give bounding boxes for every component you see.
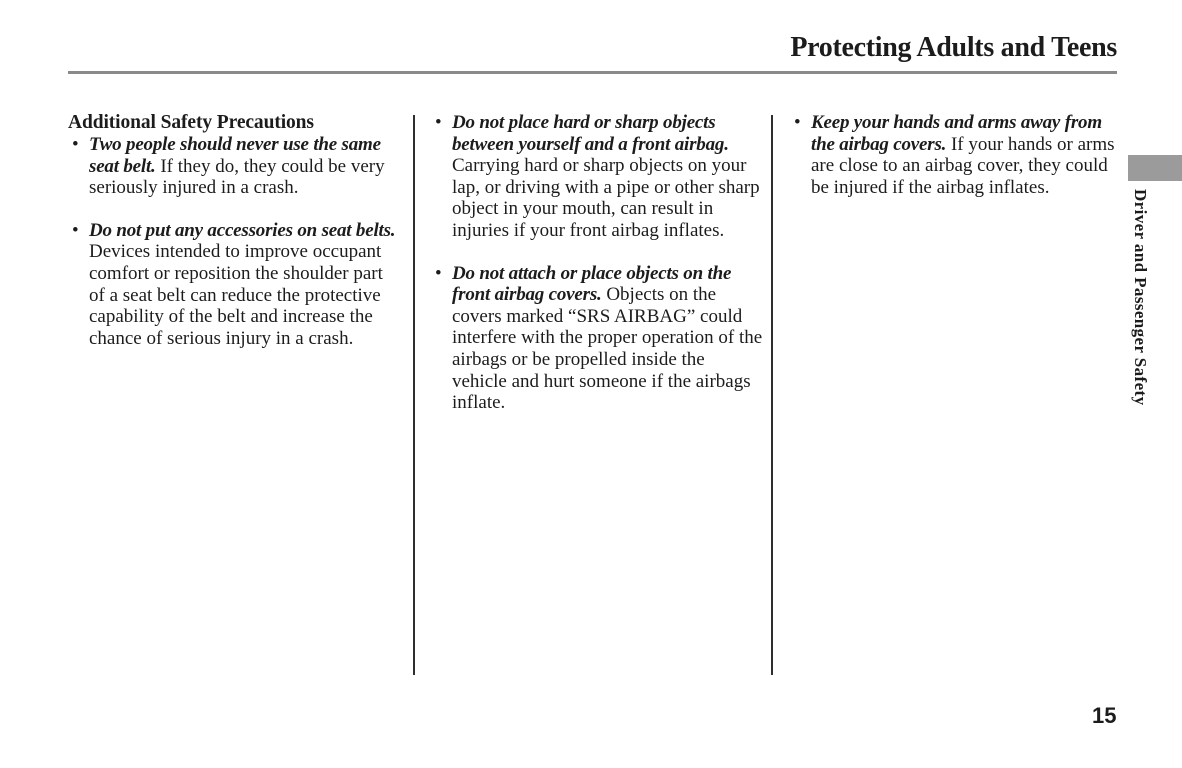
bullet-lead: Do not place hard or sharp objects between yourself and a front airbag. xyxy=(452,112,729,155)
page-title: Protecting Adults and Teens xyxy=(790,32,1117,63)
bullet-icon: • xyxy=(794,112,801,133)
header-rule xyxy=(68,71,1117,74)
section-heading: Additional Safety Precautions xyxy=(68,112,314,133)
bullet-lead: Do not attach or place objects on the front airbag covers. xyxy=(452,262,732,306)
column-divider xyxy=(413,115,415,675)
column-left xyxy=(68,112,402,370)
chapter-tab-label: Driver and Passenger Safety xyxy=(1131,189,1150,406)
chapter-tab-marker xyxy=(1128,155,1182,181)
bullet-body: Objects on the covers marked “SRS AIRBAG” could interfere with the proper operation of the airbags or be propelled inside the vehicle and hurt someone if the airbags inflate. xyxy=(452,284,763,414)
bullet-body: If they do, they could be very seriously injured in a crash. xyxy=(89,155,385,199)
list-item xyxy=(431,112,763,242)
column-right xyxy=(790,112,1120,219)
list-item xyxy=(431,263,763,414)
bullet-body: Carrying hard or sharp objects on your lap, or driving with a pipe or other sharp object in your mouth, can result in injuries if your front airbag inflates. xyxy=(452,155,760,241)
bullet-body: If your hands or arms are close to an airbag cover, they could be injured if the airbag inflates. xyxy=(811,133,1115,198)
bullet-icon: • xyxy=(72,134,79,155)
column-middle xyxy=(431,112,763,435)
list-item xyxy=(68,134,402,199)
list-item xyxy=(790,112,1120,198)
bullet-lead: Do not put any accessories on seat belts. xyxy=(89,219,396,241)
list-item xyxy=(68,220,402,350)
page-number: 15 xyxy=(1092,703,1117,728)
bullet-icon: • xyxy=(435,112,442,133)
bullet-icon: • xyxy=(435,262,442,284)
column-divider xyxy=(771,115,773,675)
bullet-lead: Two people should never use the same seat belt. xyxy=(89,134,381,177)
bullet-lead: Keep your hands and arms away from the airbag covers. xyxy=(811,112,1102,155)
bullet-icon: • xyxy=(72,219,79,241)
bullet-body: Devices intended to improve occupant comfort or reposition the shoulder part of a seat belt can reduce the protective capability of the belt and increase the chance of serious injury in a crash. xyxy=(89,241,383,349)
